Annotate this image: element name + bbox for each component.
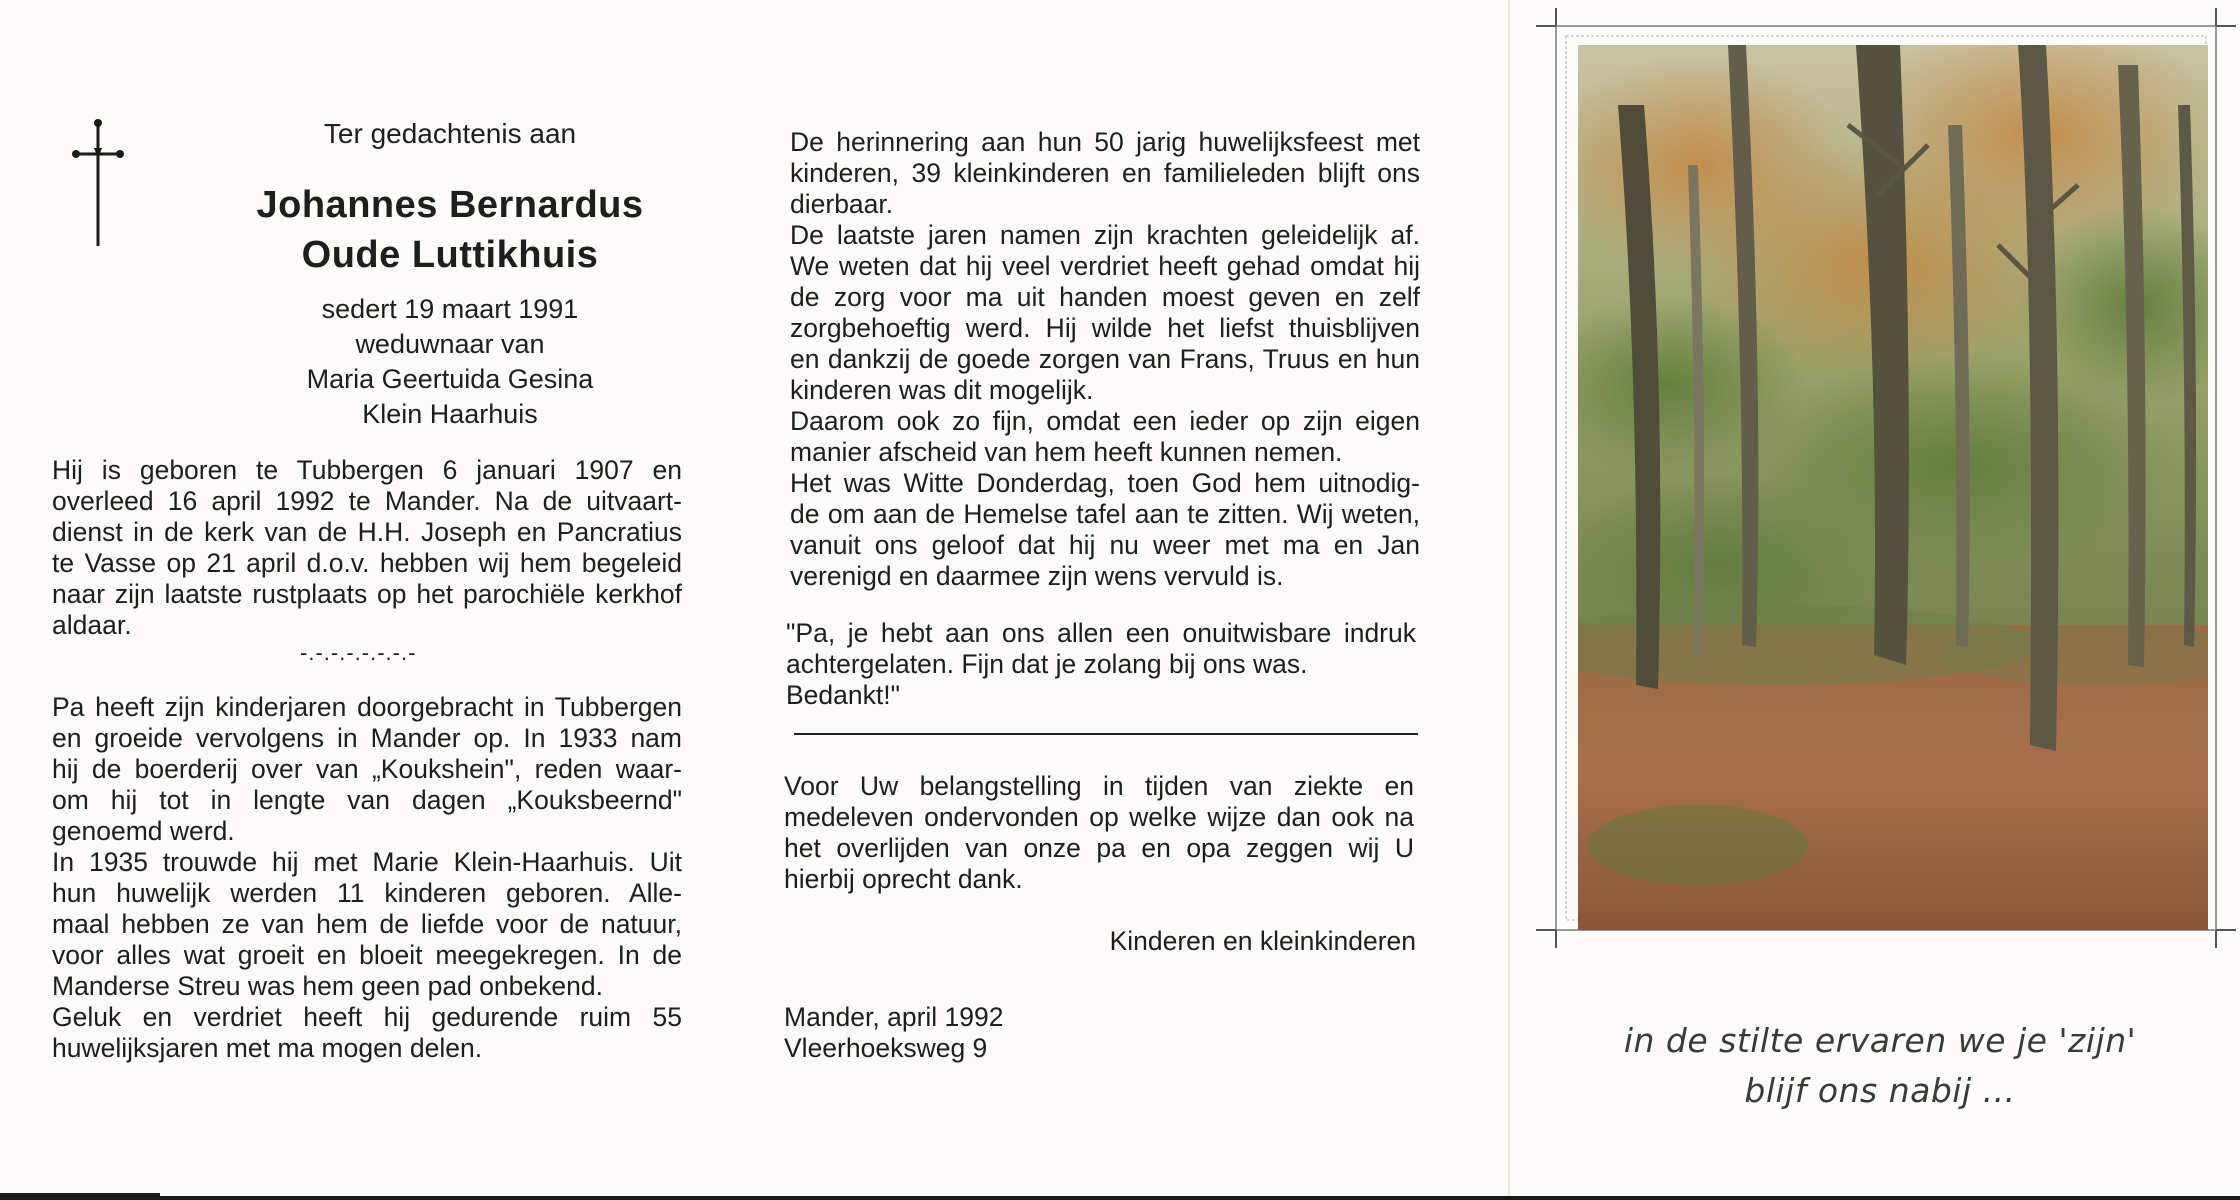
biography-paragraph-2 — [52, 692, 682, 1064]
text-line: Bedankt!" — [786, 680, 901, 710]
text-line: kinderen, 39 kleinkinderen en familieleden blijft ons — [790, 158, 1420, 188]
text-line: te Vasse op 21 april d.o.v. hebben wij hem begeleid — [52, 548, 682, 578]
signature — [1086, 926, 1416, 957]
name-line-2: Oude Luttikhuis — [301, 234, 599, 276]
thanks-paragraph — [784, 771, 1414, 895]
text-line: We weten dat hij veel verdriet heeft gehad omdat hij — [790, 251, 1420, 281]
text-line: verenigd en daarmee zijn wens vervuld is. — [790, 561, 1284, 591]
since-date: sedert 19 maart 1991 — [321, 294, 579, 324]
place-date: Mander, april 1992 — [784, 1002, 1004, 1032]
text-line: Daarom ook zo fijn, omdat een ieder op zijn eigen — [790, 406, 1420, 436]
text-line: overleed 16 april 1992 te Mander. Na de uitvaart- — [52, 486, 682, 516]
text-line: Hij is geboren te Tubbergen 6 januari 1907 en — [52, 455, 682, 485]
text-line: de om aan de Hemelse tafel aan te zitten. Wij weten, — [790, 499, 1420, 529]
text-line: kinderen was dit mogelijk. — [790, 375, 1094, 405]
text-line: De laatste jaren namen zijn krachten geleidelijk af. — [790, 220, 1420, 250]
place-and-address — [784, 1002, 1184, 1064]
memorial-heading: Ter gedachtenis aan — [323, 118, 577, 149]
text-line: De herinnering aan hun 50 jarig huwelijksfeest met — [790, 127, 1420, 157]
text-line: huwelijksjaren met ma mogen delen. — [52, 1033, 483, 1063]
biography-paragraph-1 — [52, 455, 682, 641]
text-line: hierbij oprecht dank. — [784, 864, 1023, 894]
text-line: "Pa, je hebt aan ons allen een onuitwisbare indruk — [786, 618, 1416, 648]
cross-icon — [72, 118, 124, 248]
bottom-edge — [0, 1196, 2240, 1200]
text-line: genoemd werd. — [52, 816, 235, 846]
divider-line — [794, 733, 1418, 735]
bottom-edge-mark — [0, 1193, 160, 1196]
remembrance-paragraph — [790, 127, 1420, 592]
text-line: In 1935 trouwde hij met Marie Klein-Haarhuis. Uit — [52, 847, 682, 877]
signature-text: Kinderen en kleinkinderen — [1109, 926, 1416, 956]
caption-line-2: blijf ons nabij ... — [1744, 1071, 2016, 1110]
widower-info — [180, 292, 720, 432]
text-line: naar zijn laatste rustplaats op het parochiële kerkhof — [52, 579, 682, 609]
quote-paragraph — [786, 618, 1416, 711]
text-line: hij de boerderij over van „Koukshein", reden waar- — [52, 754, 682, 784]
text-line: aldaar. — [52, 610, 132, 640]
text-line: voor alles wat groeit en bloeit meegekregen. In de — [52, 940, 682, 970]
card-fold — [1508, 0, 1510, 1200]
text-line: zorgbehoeftig werd. Hij wilde het liefst thuisblijven — [790, 313, 1420, 343]
name-line-1: Johannes Bernardus — [256, 184, 644, 226]
text-line: dienst in de kerk van de H.H. Joseph en Pancratius — [52, 517, 682, 547]
text-line: manier afscheid van hem heeft kunnen nemen. — [790, 437, 1343, 467]
text-line: Pa heeft zijn kinderjaren doorgebracht in Tubbergen — [52, 692, 682, 722]
text-line: achtergelaten. Fijn dat je zolang bij ons was. — [786, 649, 1308, 679]
spouse-name-2: Klein Haarhuis — [362, 399, 538, 429]
separator-dots: -.-.-.-.-.-.-.- — [300, 640, 417, 665]
text-line: hun huwelijk werden 11 kinderen geboren. Alle- — [52, 878, 682, 908]
forest-photo — [1578, 45, 2208, 930]
text-line: maal hebben ze van hem de liefde voor de natuur, — [52, 909, 682, 939]
caption-line-1: in de stilte ervaren we je 'zijn' — [1623, 1021, 2137, 1060]
text-line: dierbaar. — [790, 189, 894, 219]
memorial-header — [180, 116, 720, 152]
text-line: Voor Uw belangstelling in tijden van ziekte en — [784, 771, 1414, 801]
deceased-name — [180, 180, 720, 280]
text-line: om hij tot in lengte van dagen „Kouksbeernd" — [52, 785, 682, 815]
text-line: en groeide vervolgens in Mander op. In 1933 nam — [52, 723, 682, 753]
text-line: Geluk en verdriet heeft hij gedurende ruim 55 — [52, 1002, 682, 1032]
text-line: de zorg voor ma uit handen moest geven en zelf — [790, 282, 1420, 312]
text-line: het overlijden van onze pa en opa zeggen wij U — [784, 833, 1414, 863]
text-line: en dankzij de goede zorgen van Frans, Truus en hun — [790, 344, 1420, 374]
text-line: Manderse Streu was hem geen pad onbekend. — [52, 971, 603, 1001]
address: Vleerhoeksweg 9 — [784, 1033, 988, 1063]
text-line: Het was Witte Donderdag, toen God hem uitnodig- — [790, 468, 1420, 498]
text-line: vanuit ons geloof dat hij nu weer met ma en Jan — [790, 530, 1420, 560]
spouse-name-1: Maria Geertuida Gesina — [306, 364, 594, 394]
widower-label: weduwnaar van — [355, 329, 545, 359]
text-line: medeleven ondervonden op welke wijze dan ook na — [784, 802, 1414, 832]
